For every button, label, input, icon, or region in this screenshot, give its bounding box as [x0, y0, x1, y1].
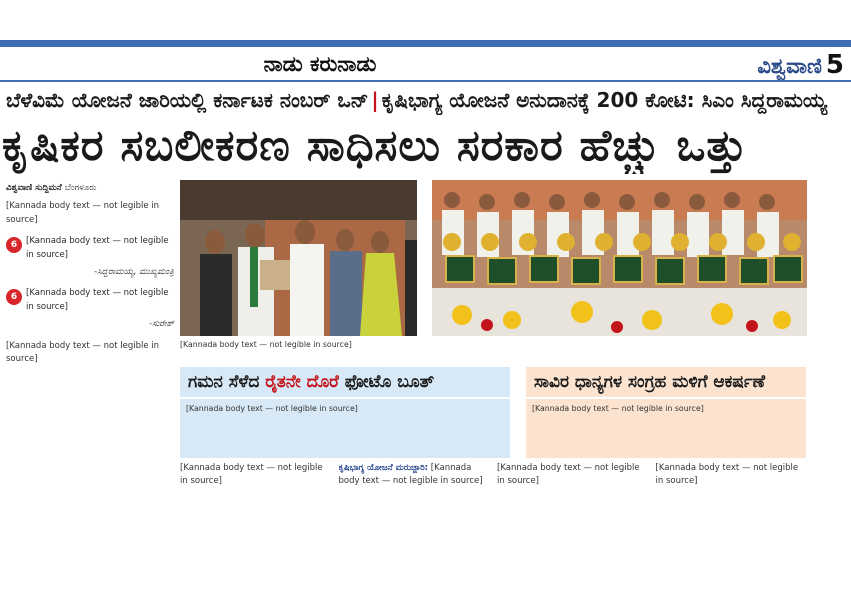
- pull-quote-1: [6, 235, 176, 262]
- pull-quote-2-signature: -ಸುರೇಶ್: [149, 319, 174, 330]
- body-column-2-text: [Kannada body text — not legible in source]: [338, 463, 483, 487]
- pull-quote-1-text: [Kannada body text — not legible in source]: [26, 236, 169, 260]
- event-photo-left: [180, 180, 417, 336]
- sidebar-box-grain-stall: [526, 367, 806, 458]
- box-title: [180, 367, 510, 399]
- article-body-columns: [180, 462, 806, 614]
- body-column-1: [Kannada body text — not legible in source]: [180, 463, 323, 487]
- byline: [6, 182, 176, 195]
- box1-title-a: ಗಮನ ಸೆಳೆದ: [188, 372, 260, 392]
- sidebar-box-photo-booth: [180, 367, 510, 458]
- kicker-left: ಬೆಳೆವಿಮೆ ಯೋಜನೆ ಜಾರಿಯಲ್ಲಿ ಕರ್ನಾಟಕ ನಂಬರ್ ಒನ್: [6, 88, 369, 112]
- byline-name: ವಿಶ್ವವಾಣಿ ಸುದ್ದಿಮನೆ: [6, 183, 62, 193]
- body-column-4: [Kannada body text — not legible in source]: [655, 463, 799, 487]
- header-rule: [0, 80, 851, 82]
- quote-badge-icon: 6: [6, 237, 22, 253]
- event-photo-right-illustration: [432, 180, 807, 336]
- brand-name: ವಿಶ್ವವಾಣಿ: [757, 54, 822, 78]
- lead-paragraph: [Kannada body text — not legible in source]: [6, 201, 160, 225]
- masthead: [714, 50, 844, 80]
- main-headline: ಕೃಷಿಕರ ಸಬಲೀಕರಣ ಸಾಧಿಸಲು ಸರಕಾರ ಹೆಚ್ಚು ಒತ್ತು: [2, 121, 748, 171]
- kicker-line: [6, 85, 846, 115]
- event-photo-left-illustration: [180, 180, 417, 336]
- box1-text: [Kannada body text — not legible in source]: [186, 404, 358, 413]
- kicker-right: ಕೃಷಿಭಾಗ್ಯ ಯೋಜನೆ ಅನುದಾನಕ್ಕೆ 200 ಕೋಟಿ: ಸಿಎಂ ಸಿದ್ದರಾಮಯ್ಯ: [381, 88, 828, 112]
- left-column: [6, 182, 176, 614]
- section-title: ನಾಡು ಕರುನಾಡು: [263, 52, 377, 76]
- pull-quote-1-signature: -ಸಿದ್ದರಾಮಯ್ಯ, ಮುಖ್ಯಮಂತ್ರಿ: [94, 267, 174, 278]
- left-bottom-paragraph: [Kannada body text — not legible in source]: [6, 340, 160, 365]
- body-column-2: [339, 462, 490, 614]
- page-number: 5: [825, 50, 844, 80]
- top-color-bar: [0, 40, 851, 47]
- pull-quote-2-text: [Kannada body text — not legible in source]: [26, 288, 169, 312]
- body-column-3: [Kannada body text — not legible in source]: [497, 463, 640, 487]
- kicker-separator: |: [371, 88, 379, 112]
- box1-title-b: ಫೋಟೊ ಬೂತ್: [344, 372, 435, 392]
- body-subhead: ಕೃಷಿಭಾಗ್ಯ ಯೋಜನೆ ಮರುಜ್ಜಾರಿ:: [338, 463, 429, 473]
- photo-caption: [Kannada body text — not legible in source]: [180, 340, 352, 349]
- box1-title-red: ರೈತನೇ ದೊರೆ: [265, 372, 339, 392]
- box2-title: ಸಾವಿರ ಧಾನ್ಯಗಳ ಸಂಗ್ರಹ ಮಳಿಗೆ ಆಕರ್ಷಣೆ: [526, 367, 806, 399]
- byline-place: ಬೆಂಗಳೂರು: [64, 183, 97, 193]
- quote-badge-icon: 6: [6, 289, 22, 305]
- event-photo-right: [432, 180, 807, 336]
- pull-quote-2: [6, 287, 176, 314]
- box2-text: [Kannada body text — not legible in source]: [532, 404, 704, 413]
